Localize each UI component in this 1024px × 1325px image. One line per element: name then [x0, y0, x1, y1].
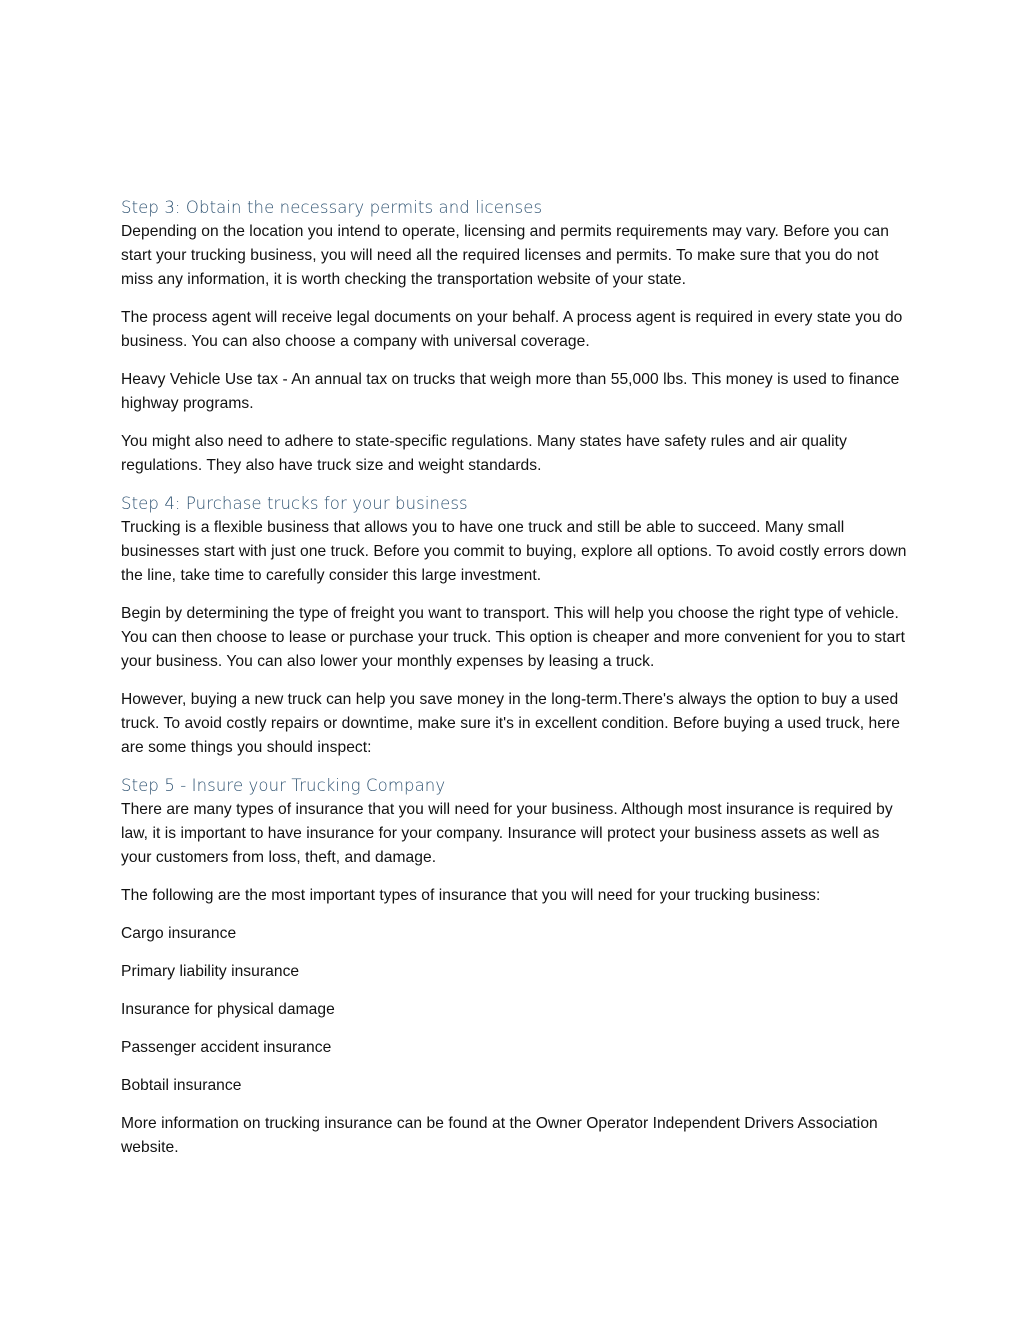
paragraph: You might also need to adhere to state-specific regulations. Many states have safety rules and air quality regulations. They also have truck size and weight standards.: [121, 433, 847, 474]
section-heading: Step 4: Purchase trucks for your business: [121, 494, 468, 513]
section-heading: Step 5 - Insure your Trucking Company: [121, 776, 446, 795]
section-step-5: [121, 774, 911, 1160]
insurance-type-item: Passenger accident insurance: [121, 1039, 332, 1056]
paragraph: Trucking is a flexible business that allows you to have one truck and still be able to succeed. Many small businesses start with just one truck. Before you commit to buying, explore all options. To avoid costly errors down the line, take time to carefully consider this large investment.: [121, 519, 907, 584]
section-heading: Step 3: Obtain the necessary permits and licenses: [121, 198, 543, 217]
section-step-3: [121, 196, 911, 478]
document-page: [121, 196, 911, 1174]
section-step-4: [121, 492, 911, 760]
insurance-type-item: Bobtail insurance: [121, 1077, 242, 1094]
paragraph: Begin by determining the type of freight you want to transport. This will help you choose the right type of vehicle. You can then choose to lease or purchase your truck. This option is cheaper and more convenient for you to start your business. You can also lower your monthly expenses by leasing a truck.: [121, 605, 906, 670]
paragraph: Depending on the location you intend to operate, licensing and permits requirements may vary. Before you can start your trucking business, you will need all the required licenses and permits. To make sure that you do not miss any information, it is worth checking the transportation website of your state.: [121, 223, 889, 288]
insurance-type-item: Cargo insurance: [121, 925, 237, 942]
paragraph: There are many types of insurance that you will need for your business. Although most insurance is required by law, it is important to have insurance for your company. Insurance will protect your business assets as well as your customers from loss, theft, and damage.: [121, 801, 893, 866]
paragraph: The following are the most important types of insurance that you will need for your trucking business:: [121, 887, 821, 904]
insurance-type-item: Primary liability insurance: [121, 963, 300, 980]
insurance-type-item: Insurance for physical damage: [121, 1001, 335, 1018]
paragraph: However, buying a new truck can help you save money in the long-term.There's always the option to buy a used truck. To avoid costly repairs or downtime, make sure it's in excellent condition. Before buying a used truck, here are some things you should inspect:: [121, 691, 900, 756]
paragraph: Heavy Vehicle Use tax - An annual tax on trucks that weigh more than 55,000 lbs. This money is used to finance highway programs.: [121, 371, 900, 412]
paragraph: More information on trucking insurance can be found at the Owner Operator Independent Drivers Association website.: [121, 1115, 878, 1156]
paragraph: The process agent will receive legal documents on your behalf. A process agent is required in every state you do business. You can also choose a company with universal coverage.: [121, 309, 903, 350]
